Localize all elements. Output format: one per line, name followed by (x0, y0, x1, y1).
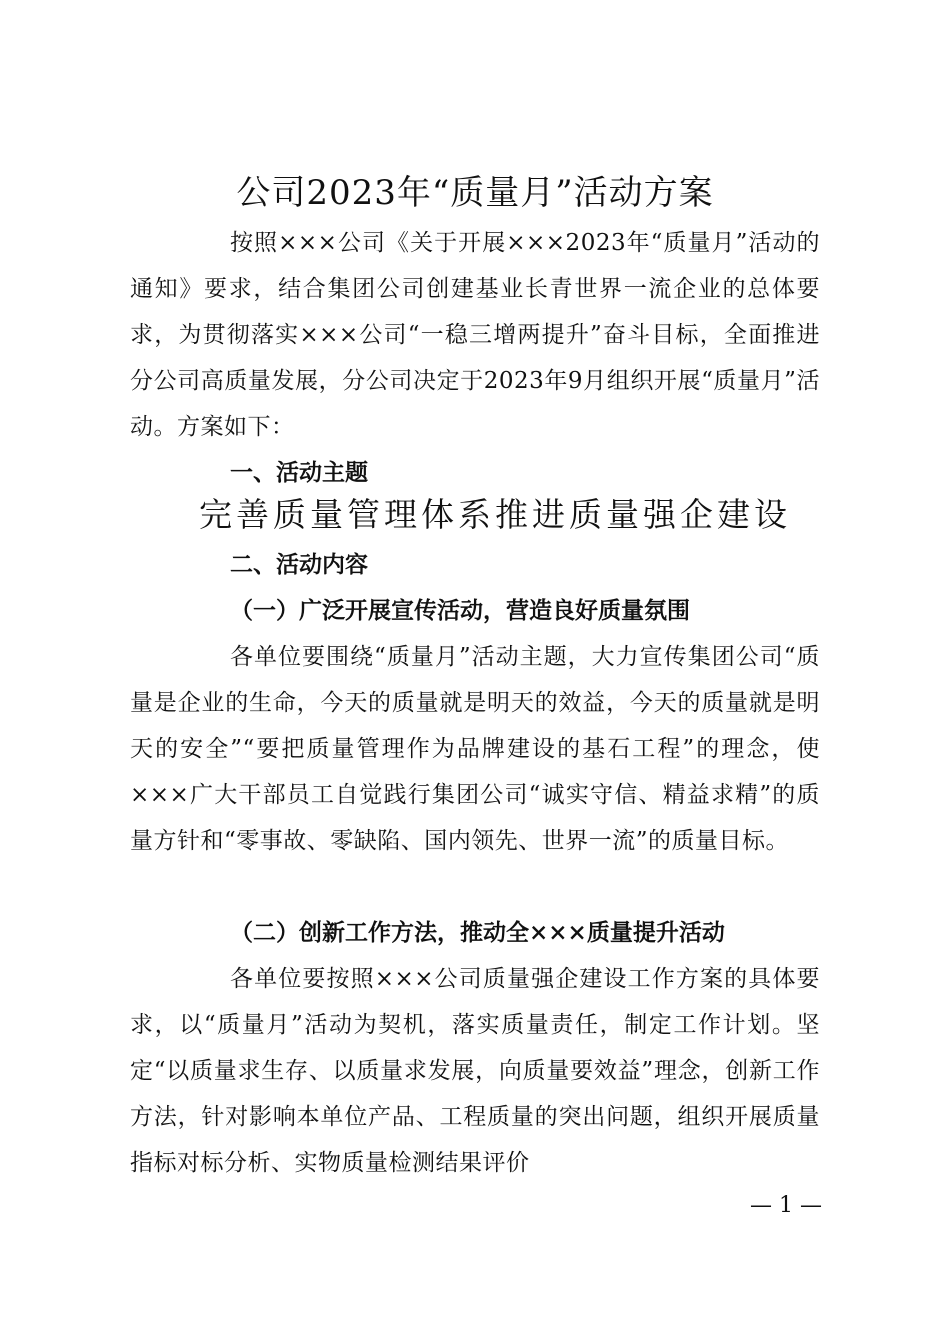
subsection-1-heading: （一）广泛开展宣传活动，营造良好质量氛围 (230, 597, 690, 624)
intro-paragraph: 按照×××公司《关于开展×××2023年“质量月”活动的通知》要求，结合集团公司创建基业长青世界一流企业的总体要求，为贯彻落实×××公司“一稳三增两提升”奋斗目标，全面推进分公司高质量发展，分公司决定于2023年9月组织开展“质量月”活动。方案如下： (130, 230, 820, 440)
subsection-2-heading: （二）创新工作方法，推动全×××质量提升活动 (230, 919, 725, 946)
section-2-heading: 二、活动内容 (230, 552, 368, 578)
subsection-1-paragraph: 各单位要围绕“质量月”活动主题，大力宣传集团公司“质量是企业的生命，今天的质量就是明天的效益，今天的质量就是明天的安全”“要把质量管理作为品牌建设的基石工程”的理念，使×××广大干部员工自觉践行集团公司“诚实守信、精益求精”的质量方针和“零事故、零缺陷、国内领先、世界一流”的质量目标。 (130, 644, 820, 854)
document-title: 公司2023年“质量月”活动方案 (236, 173, 714, 213)
subsection-2-paragraph: 各单位要按照×××公司质量强企建设工作方案的具体要求，以“质量月”活动为契机，落实质量责任，制定工作计划。坚定“以质量求生存、以质量求发展，向质量要效益”理念，创新工作方法，针对影响本单位产品、工程质量的突出问题，组织开展质量指标对标分析、实物质量检测结果评价 (130, 966, 820, 1176)
activity-theme: 完善质量管理体系推进质量强企建设 (199, 495, 791, 534)
section-1-heading: 一、活动主题 (230, 460, 368, 486)
page-number: — 1 — (750, 1193, 822, 1218)
